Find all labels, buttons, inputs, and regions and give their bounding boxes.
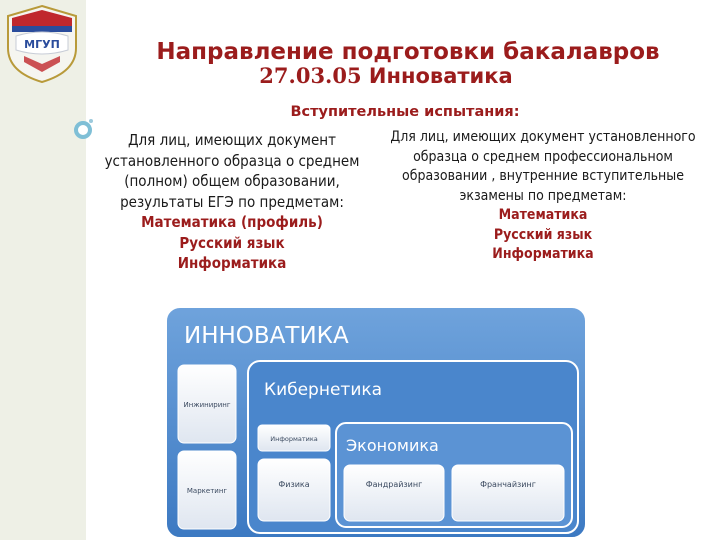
cybernetics-label: Кибернетика: [264, 380, 383, 400]
program-subtitle: [96, 63, 676, 89]
left-subject-item: Русский язык: [179, 233, 285, 252]
innovatika-label: ИННОВАТИКА: [184, 323, 349, 349]
left-subject-item: Математика (профиль): [141, 213, 323, 231]
page-title: Направление подготовки бакалавров: [156, 39, 660, 65]
fundraising-label: Фандрайзинг: [365, 480, 423, 489]
right-intro-text: Для лиц, имеющих документ установленного образца о среднем профессиональном образовании , внутренние вступительные экзамены по предметам:: [390, 129, 696, 204]
university-logo: [2, 2, 82, 84]
economics-label: Экономика: [346, 436, 439, 455]
informatics-label: Информатика: [270, 435, 318, 443]
right-subject-item: Математика: [498, 207, 588, 223]
program-structure-diagram: [164, 305, 588, 540]
right-subject-item: Информатика: [492, 246, 594, 262]
svg-text:МГУП: МГУП: [24, 38, 60, 51]
right-subject-item: Русский язык: [493, 226, 593, 243]
marketing-label: Маркетинг: [186, 487, 228, 495]
physics-box: [258, 459, 330, 521]
engineering-label: Инжиниринг: [183, 401, 231, 409]
exams-heading: Вступительные испытания:: [290, 104, 520, 120]
left-requirements-column: [82, 130, 382, 274]
program-name: Инноватика: [368, 64, 513, 88]
fundraising-box: [344, 465, 444, 521]
franchising-label: Франчайзинг: [480, 480, 536, 489]
right-requirements-column: [376, 128, 710, 265]
left-intro-text: Для лиц, имеющих документ установленного образца о среднем (полном) общем образовании, результаты ЕГЭ по предметам:: [104, 131, 360, 211]
physics-label: Физика: [278, 480, 310, 489]
program-code: 27.03.05: [259, 63, 362, 88]
franchising-box: [452, 465, 564, 521]
left-subject-item: Информатика: [177, 254, 287, 272]
